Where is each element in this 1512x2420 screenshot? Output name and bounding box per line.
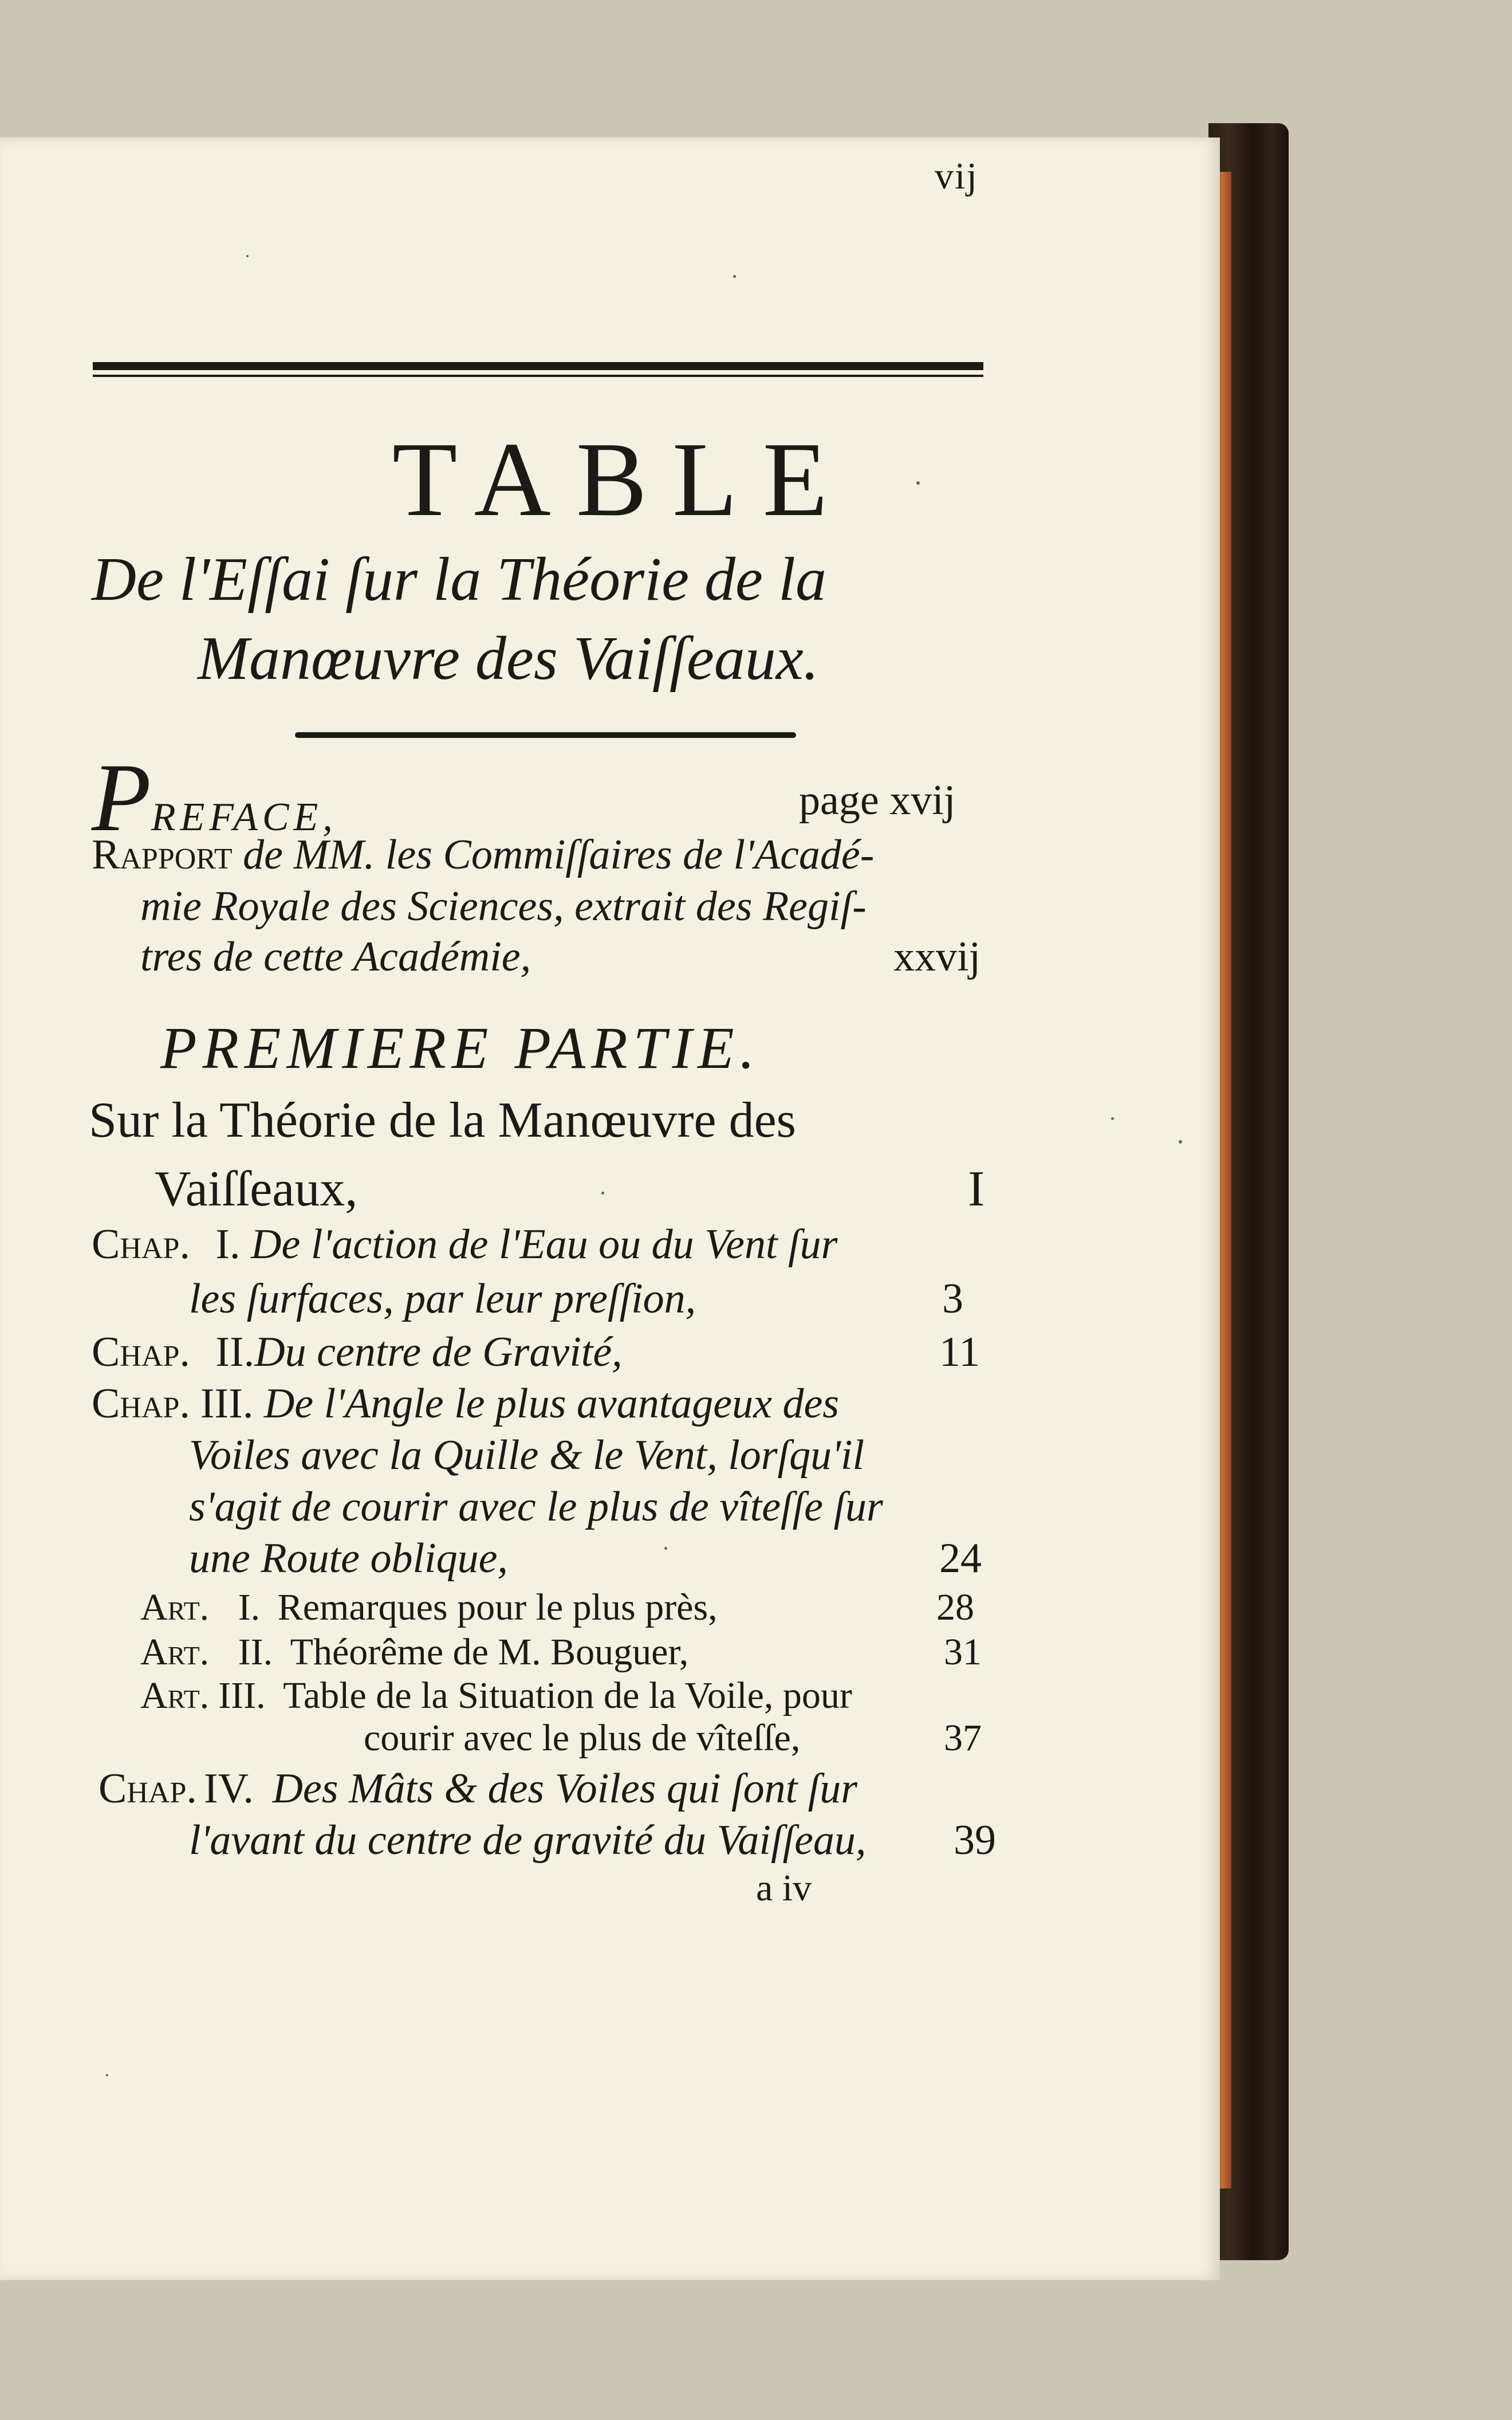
chap1-label: Chap.: [92, 1221, 190, 1268]
chap1-line-1: [92, 1220, 837, 1269]
chap1-num: I.: [215, 1221, 241, 1268]
art3-page: 37: [944, 1717, 982, 1759]
chap4-label: Chap.: [99, 1765, 197, 1812]
chap3-line-2: Voiles avec la Quille & le Vent, lorſqu'il: [189, 1432, 865, 1479]
chap3-label: Chap.: [92, 1380, 190, 1427]
chap1-line-2: les ſurfaces, par leur preſſion,: [189, 1275, 696, 1322]
art1-line: [140, 1586, 718, 1629]
chap4-line-1: [99, 1765, 857, 1813]
rapport-label: Rapport: [92, 831, 233, 878]
header-rule-thick: [93, 362, 983, 370]
subtitle-line-1: De l'Eſſai ſur la Théorie de la: [92, 545, 826, 614]
rapport-page: xxvij: [893, 933, 981, 980]
subtitle-line-2: Manœuvre des Vaiſſeaux.: [198, 624, 819, 693]
header-rule-thin: [93, 375, 983, 377]
art2-num: II.: [238, 1631, 273, 1673]
chap3-text-1: De l'Angle le plus avantageux des: [263, 1380, 840, 1427]
rapport-text-1: de MM. les Commiſſaires de l'Acadé-: [243, 831, 875, 878]
preface-label: REFACE,: [151, 795, 337, 839]
art3-line-1: [140, 1674, 852, 1718]
chap1-text-1: De l'action de l'Eau ou du Vent ſur: [251, 1221, 838, 1268]
art2-text: Théorême de M. Bouguer,: [290, 1631, 689, 1673]
art2-line: [140, 1631, 688, 1674]
preface-dropcap: P: [92, 744, 151, 851]
rapport-line-2: mie Royale des Sciences, extrait des Regiſ-: [140, 883, 867, 930]
page-folio: vij: [935, 155, 978, 197]
chap1-page: 3: [942, 1275, 963, 1322]
art2-page: 31: [944, 1631, 982, 1673]
art1-label: Art.: [140, 1586, 210, 1628]
page-title: TABLE: [392, 421, 853, 539]
rapport-line-3: tres de cette Académie,: [140, 933, 531, 980]
chap2-page: 11: [939, 1329, 981, 1376]
art2-label: Art.: [140, 1631, 210, 1673]
chap4-text-1: Des Mâts & des Voiles qui ſont ſur: [272, 1765, 858, 1812]
part-heading-line-1: Sur la Théorie de la Manœuvre des: [89, 1093, 796, 1148]
chap3-page: 24: [939, 1535, 982, 1582]
chap2-label: Chap.: [92, 1329, 190, 1376]
chap3-num: III.: [200, 1380, 254, 1427]
art3-line-2: courir avec le plus de vîteſſe,: [364, 1717, 801, 1759]
chap3-line-3: s'agit de courir avec le plus de vîteſſe ſur: [189, 1483, 883, 1530]
part-heading-page: I: [968, 1161, 985, 1217]
art3-text-1: Table de la Situation de la Voile, pour: [283, 1675, 852, 1716]
art1-text: Remarques pour le plus près,: [277, 1586, 718, 1628]
rapport-line-1: [92, 831, 874, 879]
art3-num: III.: [218, 1675, 266, 1716]
chap2-text-1: Du centre de Gravité,: [254, 1329, 623, 1376]
chap4-page: 39: [954, 1817, 996, 1864]
chap3-line-4: une Route oblique,: [189, 1535, 508, 1582]
chap4-line-2: l'avant du centre de gravité du Vaiſſeau,: [189, 1817, 867, 1864]
art3-label: Art.: [140, 1675, 210, 1716]
art1-page: 28: [936, 1586, 974, 1628]
chap4-num: IV.: [203, 1765, 254, 1812]
signature-mark: a iv: [756, 1867, 812, 1909]
chap2-num: II.: [215, 1329, 255, 1376]
preface-page: page xvij: [799, 777, 956, 824]
part-title: PREMIERE PARTIE.: [160, 1015, 761, 1081]
chap3-line-1: [92, 1380, 839, 1428]
part-heading-line-2: Vaiſſeaux,: [155, 1161, 358, 1217]
title-divider: [295, 732, 796, 738]
chap2-line-1: [92, 1328, 623, 1377]
art1-num: I.: [238, 1586, 261, 1628]
